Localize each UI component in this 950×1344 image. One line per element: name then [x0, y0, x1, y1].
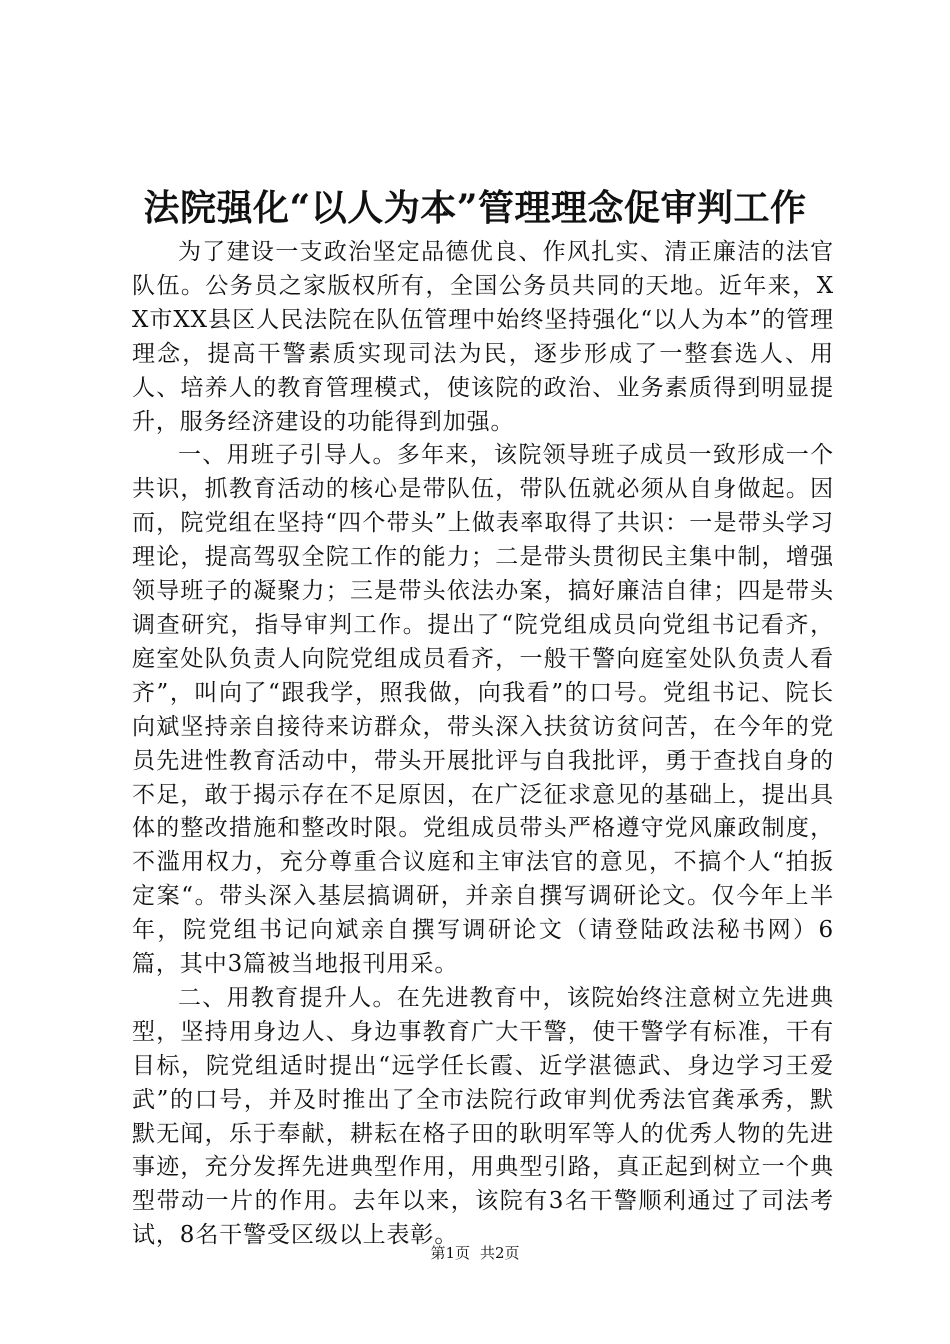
paragraph-section-one: 一、用班子引导人。多年来，该院领导班子成员一致形成一个共识，抓教育活动的核心是带队伍，带队伍就必须从自身做起。因而，院党组在坚持“四个带头”上做表率取得了共识：一是带头学习理论，提高驾驭全院工作的能力；二是带头贯彻民主集中制，增强领导班子的凝聚力；三是带头依法办案，搞好廉洁自律；四是带头调查研究，指导审判工作。提出了“院党组成员向党组书记看齐，庭室处队负责人向院党组成员看齐，一般干警向庭室处队负责人看齐”，叫向了“跟我学，照我做，向我看”的口号。党组书记、院长向斌坚持亲自接待来访群众，带头深入扶贫访贫问苦，在今年的党员先进性教育活动中，带头开展批评与自我批评，勇于查找自身的不足，敢于揭示存在不足原因，在广泛征求意见的基础上，提出具体的整改措施和整改时限。党组成员带头严格遵守党风廉政制度，不滥用权力，充分尊重合议庭和主审法官的意见，不搞个人“拍扳定案“。带头深入基层搞调研，并亲自撰写调研论文。仅今年上半年，院党组书记向斌亲自撰写调研论文（请登陆政法秘书网）6篇，其中3篇被当地报刊用采。 — [132, 442, 834, 978]
document-title: 法院强化“以人为本”管理理念促审判工作 — [143, 187, 807, 229]
paragraph-intro: 为了建设一支政治坚定品德优良、作风扎实、清正廉洁的法官队伍。公务员之家版权所有，全国公务员共同的天地。近年来，XX市XX县区人民法院在队伍管理中始终坚持强化“以人为本”的管理理念，提高干警素质实现司法为民，逐步形成了一整套选人、用人、培养人的教育管理模式，使该院的政治、业务素质得到明显提升，服务经济建设的功能得到加强。 — [132, 239, 834, 435]
document-body — [132, 236, 834, 1253]
page-total: 共2页 — [480, 1244, 520, 1262]
paragraph-section-two: 二、用教育提升人。在先进教育中，该院始终注意树立先进典型，坚持用身边人、身边事教育广大干警，使干警学有标准，干有目标，院党组适时提出“远学任长霞、近学湛德武、身边学习王爱武”的口号，并及时推出了全市法院行政审判优秀法官龚承秀，默默无闻，乐于奉献，耕耘在格子田的耿明军等人的优秀人物的先进事迹，充分发挥先进典型作用，用典型引路，真正起到树立一个典型带动一片的作用。去年以来，该院有3名干警顺利通过了司法考试，8名干警受区级以上表彰。 — [132, 984, 834, 1249]
page-number: 第1页 — [430, 1244, 470, 1262]
page-footer — [0, 1243, 950, 1263]
